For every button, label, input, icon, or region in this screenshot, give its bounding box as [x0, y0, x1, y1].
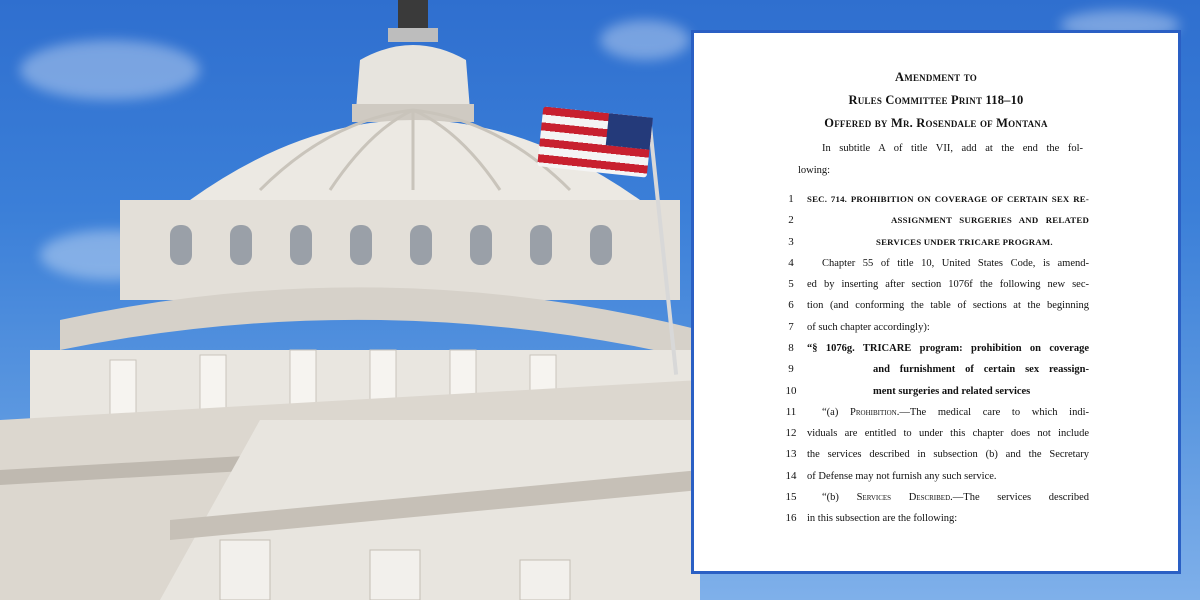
- line-number: 10: [785, 385, 797, 397]
- line-number: 7: [788, 321, 794, 333]
- document-line: [694, 406, 1178, 426]
- document-line: [694, 193, 1178, 213]
- line-text-rest: .—The services described: [950, 492, 1090, 503]
- line-text-lead: “(b): [822, 492, 857, 503]
- document-line: [694, 363, 1178, 383]
- line-text: ASSIGNMENT SURGERIES AND RELATED: [891, 215, 1089, 225]
- us-flag-icon: [537, 106, 653, 177]
- line-number: 6: [788, 299, 794, 311]
- line-number: 14: [785, 470, 797, 482]
- line-number: 9: [788, 363, 794, 375]
- document-line: [694, 278, 1178, 298]
- document-line: [694, 448, 1178, 468]
- intro-line-2: lowing:: [798, 165, 831, 176]
- document-line: [694, 385, 1178, 405]
- line-text: the services described in subsection (b) and the Secretary: [807, 449, 1089, 460]
- line-number: 15: [785, 491, 797, 503]
- document-line: [694, 299, 1178, 319]
- line-number: 5: [788, 278, 794, 290]
- document-line: [694, 470, 1178, 490]
- document-line: [694, 512, 1178, 532]
- line-text: [822, 492, 1089, 503]
- line-text: “§ 1076g. TRICARE program: prohibition on coverage: [807, 343, 1089, 354]
- document-line: [694, 491, 1178, 511]
- section-heading-smallcaps: Services Described: [856, 492, 951, 503]
- line-text: of such chapter accordingly):: [807, 322, 930, 333]
- line-text: of Defense may not furnish any such service.: [807, 471, 997, 482]
- line-text: SERVICES UNDER TRICARE PROGRAM.: [876, 237, 1053, 247]
- document-header-line-1: Amendment to: [895, 70, 977, 84]
- document-line: [694, 236, 1178, 256]
- document-line: [694, 427, 1178, 447]
- line-number: 11: [785, 406, 797, 418]
- line-number: 3: [788, 236, 794, 248]
- document-line: [694, 321, 1178, 341]
- line-text: viduals are entitled to under this chapter does not include: [807, 428, 1089, 439]
- line-text-lead: “(a): [822, 407, 851, 418]
- line-text: and furnishment of certain sex reassign-: [873, 364, 1089, 375]
- amendment-document: [691, 30, 1181, 574]
- line-number: 8: [788, 342, 794, 354]
- line-text: tion (and conforming the table of sections at the beginning: [807, 300, 1089, 311]
- document-line: [694, 214, 1178, 234]
- line-number: 1: [788, 193, 794, 205]
- line-text: [822, 407, 1089, 418]
- section-heading-smallcaps: Prohibition: [850, 407, 897, 418]
- document-line: [694, 257, 1178, 277]
- line-text: in this subsection are the following:: [807, 513, 958, 524]
- line-text: Chapter 55 of title 10, United States Code, is amend-: [822, 258, 1089, 269]
- intro-line-1: In subtitle A of title VII, add at the end the fol-: [822, 143, 1083, 154]
- line-number: 2: [788, 214, 794, 226]
- line-text-rest: .—The medical care to which indi-: [896, 407, 1089, 418]
- line-text: ed by inserting after section 1076f the following new sec-: [807, 279, 1089, 290]
- document-line: [694, 342, 1178, 362]
- line-text: ment surgeries and related services: [873, 386, 1031, 397]
- line-number: 12: [785, 427, 797, 439]
- document-header-line-3: Offered by Mr. Rosendale of Montana: [824, 116, 1048, 130]
- document-header-line-2: Rules Committee Print 118–10: [848, 93, 1024, 107]
- line-number: 16: [785, 512, 797, 524]
- line-number: 4: [788, 257, 794, 269]
- line-text: SEC. 714. PROHIBITION ON COVERAGE OF CERTAIN SEX RE-: [807, 194, 1089, 204]
- line-number: 13: [785, 448, 797, 460]
